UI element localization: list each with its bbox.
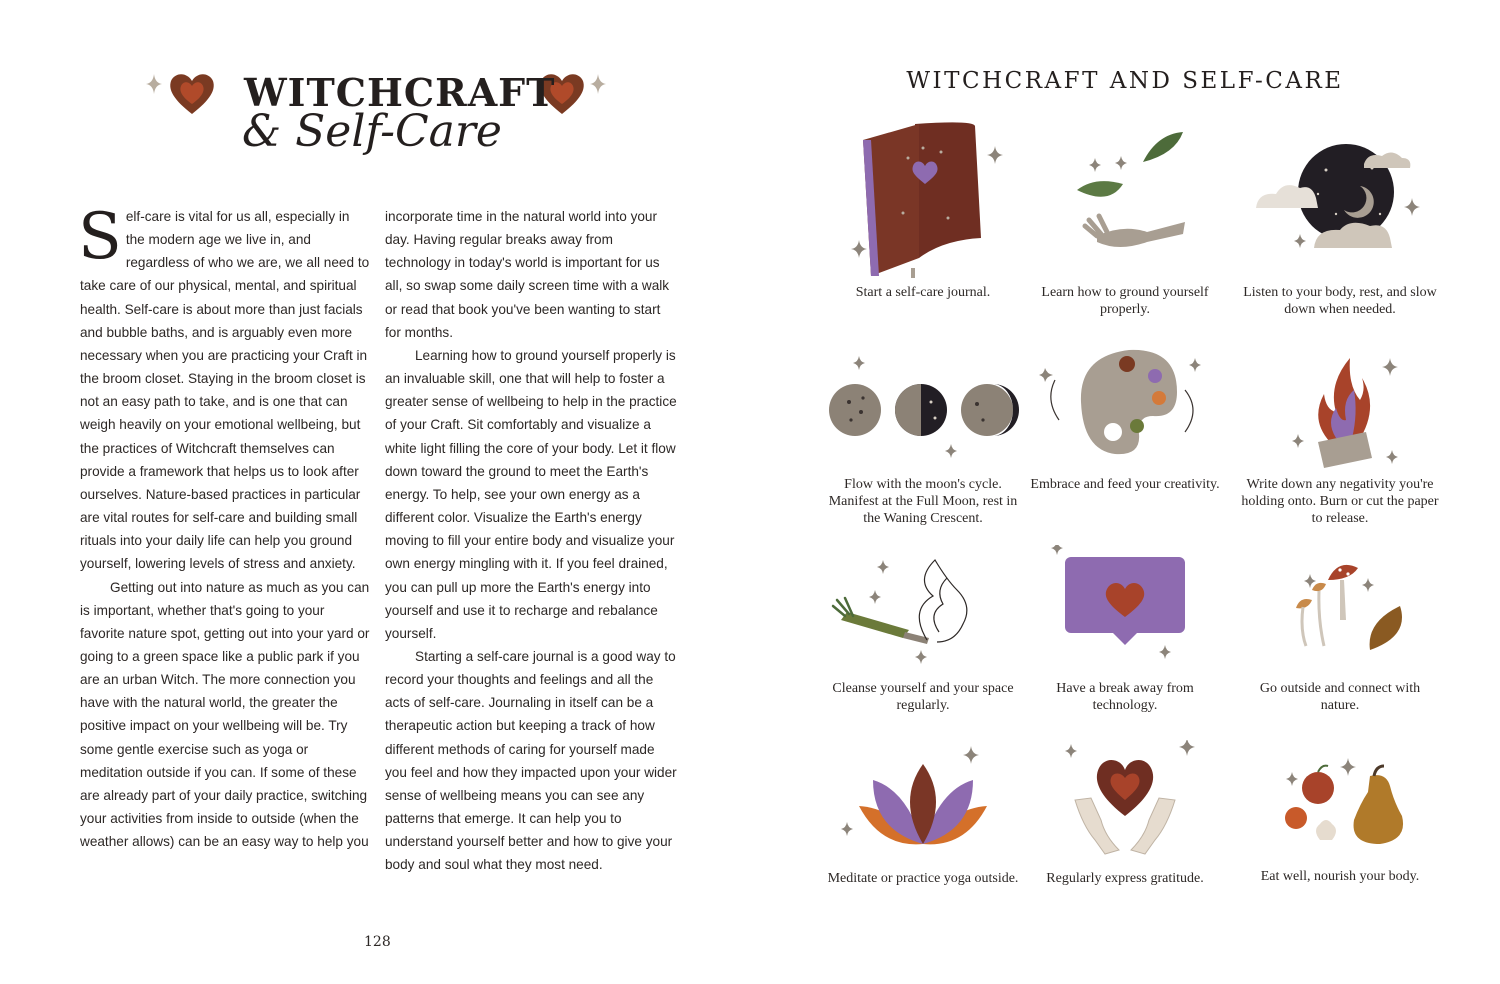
tip-tile [823,550,1023,720]
tip-caption: Meditate or practice yoga outside. [827,871,1019,886]
heart-message-icon [1025,545,1225,665]
tip-tile [823,118,1023,318]
paragraph: Learning how to ground yourself properly is an invaluable skill, one that will help to foster a greater sense of wellbeing to help in the practice of your Craft. Sit comfortably and visualize a white light filling the core of your body. Let it flow down toward the ground to meet the Earth's energy. To help, see your own energy as a different color. Visualize the Earth's energy moving to fill your entire body and visualize your own energy mingling with it. If you feel drained, you can pull up more the Earth's energy into yourself and use it to recharge and rebalance yourself. [385,347,677,641]
paint-palette-icon [1025,340,1225,470]
tip-caption: Learn how to ground yourself properly. [1041,285,1209,317]
paragraph: incorporate time in the natural world into your day. Having regular breaks away from technology in today's world is important for us all, so swap some daily screen time with a walk or read that book you've been wanting to start for months. [385,209,670,340]
fruit-vegetables-icon [1240,740,1440,860]
tip-tile [823,740,1023,910]
title-line-1: WITCHCRAFT [244,70,556,115]
tip-caption: Flow with the moon's cycle. Manifest at the Full Moon, rest in the Waning Crescent. [828,477,1018,526]
tip-tile [1025,118,1225,318]
paragraph: Starting a self-care journal is a good way to record your thoughts and feelings and all the acts of self-care. Journaling in itself can be a therapeutic action but keeping a track of how different methods of caring for yourself made you feel and how they impacted upon your wider sense of wellbeing means you can see any patterns that emerge. It can help you to understand yourself better and how to give your body and soul what they most need. [385,648,677,873]
drop-cap: S [78,200,122,274]
tip-caption: Have a break away from technology. [1056,681,1194,713]
paragraph: elf-care is vital for us all, especially in the modern age we live in, and regardless of who we are, we all need to take care of our physical, mental, and spiritual health. Self-care is about more than just facials and bubble baths, and is arguably even more necessary when you are practicing your Craft in the broom closet. Staying in the broom closet is not an easy path to take, and is one that can weigh heavily on your emotional wellbeing, but the practices of Witchcraft themselves can provide a framework that helps us to look after ourselves. Nature-based practices in particular are vital routes for self-care and building small rituals into your daily life can help you ground yourself, lowering levels of stress and anxiety. [80,209,370,572]
chapter-title [140,62,610,182]
text-column-1 [78,200,372,853]
page-title: WITCHCRAFT AND SELF-CARE [906,68,1344,94]
tip-caption: Go outside and connect with nature. [1259,681,1421,713]
tip-caption: Listen to your body, rest, and slow down when needed. [1243,285,1437,317]
smoke-cleansing-icon [823,550,1023,670]
heart-icon [168,72,216,116]
hands-heart-icon [1025,740,1225,860]
tip-tile [1025,340,1225,540]
tip-caption: Eat well, nourish your body. [1260,869,1420,884]
page-number: 128 [364,934,391,950]
text-column-2 [385,205,677,877]
tip-tile [1025,545,1225,715]
tip-caption: Cleanse yourself and your space regularly. [832,681,1014,713]
mushrooms-leaf-icon [1240,550,1440,670]
sparkle-icon [146,74,162,94]
right-page [750,0,1500,984]
burning-paper-icon [1240,350,1440,470]
tip-tile [1240,350,1440,550]
sparkle-icon [590,74,606,94]
tip-caption: Write down any negativity you're holding onto. Burn or cut the paper to release. [1241,477,1439,526]
night-moon-clouds-icon [1240,118,1440,278]
moon-phases-icon [823,350,1023,470]
tip-tile [1025,740,1225,910]
tip-tile [1240,118,1440,338]
paragraph: Getting out into nature as much as you can is important, whether that's going to your favorite nature spot, getting out into your yard or going to a green space like a public park if you are an urban Witch. The more connection you have with the natural world, the greater the positive impact on your wellbeing will be. Try some gentle exercise such as yoga or meditation outside if you can. If some of these are already part of your daily practice, switching your activities from inside to outside (when the weather allows) can be an easy way to help you [80,579,370,850]
tip-caption: Regularly express gratitude. [1046,871,1204,886]
tip-tile [1240,740,1440,910]
tip-tile [823,350,1023,550]
tip-caption: Embrace and feed your creativity. [1030,477,1220,492]
title-line-2: & Self-Care [242,106,502,157]
tip-caption: Start a self-care journal. [855,285,991,300]
journal-icon [823,118,1023,278]
grounding-hand-leaves-icon [1025,118,1225,278]
tip-tile [1240,550,1440,720]
lotus-icon [823,740,1023,860]
